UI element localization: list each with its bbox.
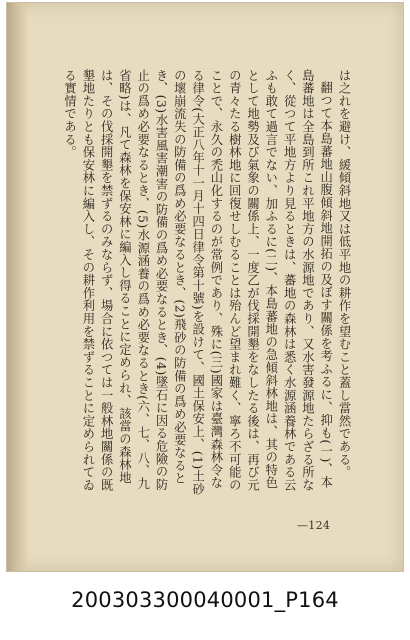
vertical-text-body [51, 69, 353, 499]
image-id-caption: 200303300040001_P164 [71, 588, 339, 612]
paragraph-1: は之れを避け、緩傾斜地又は低平地の耕作を望むこと蓋し當然である。 [337, 69, 351, 479]
paragraph-2: 翻つて本島蕃地山腹傾斜地開拓の及ぼす關係を考ふるに、抑も(一)、本島蕃地は全島到所これ平地方の水源地であり、又水害發源地たらざる所なく、從つて平地方より見るときは、蕃地の森林は悉く水源涵養林である云ふも敢て過言でない、加ふるに(二)、本島蕃地の急傾斜林地は、其の特色として地勢及び氣象の關係上、一度乙が伐採開墾をなしたる後は、再び元の青々たる樹林地に回復せしむることは殆んど望まれ難く、寧ろ不可能のことで、永久の禿山化するのが常例であり、殊に(三)國家は臺灣森林令なる律令(大正八年十一月十四日律令第十號)を設けて、國土保安上、(1)土砂の壞崩流失の防備の爲め必要なるとき、(2)飛砂の防備の爲め必要なるとき、(3)水害風害潮害の防備の爲め必要なるとき、(4)墜石に因る危險の防止の爲め必要なるとき、(5)水源涵養の爲め必要なるとき(六、七、八、九省略)は、凡て森林を保安林に編入し得ることに定められ、該當の森林地は、その伐採開墾を禁ずるのみならず、場合に依つては一般林地關係の既墾地たりとも保安林に編入し、その耕作利用を禁ずることに定められてゐる實情である。 [62, 69, 333, 496]
page-number: —124 [297, 519, 331, 532]
page-gutter [7, 3, 29, 571]
book-page [6, 2, 404, 572]
